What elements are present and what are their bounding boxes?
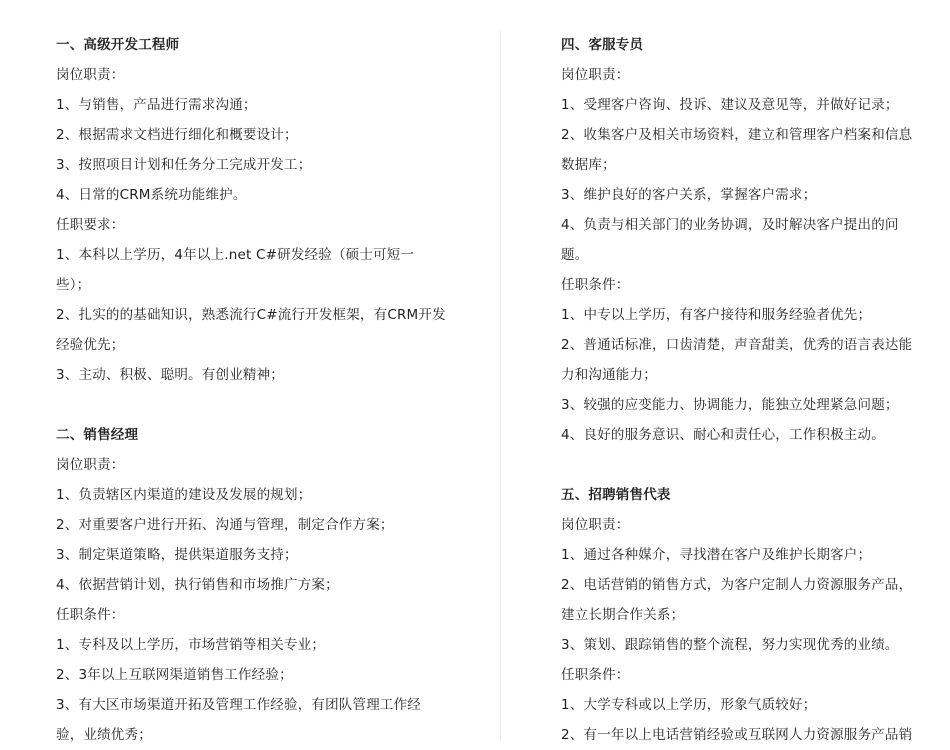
section-line: 4、日常的CRM系统功能维护。 bbox=[56, 187, 247, 203]
section-line: 1、中专以上学历，有客户接待和服务经验者优先； bbox=[561, 307, 872, 323]
section-title-customer-service: 四、客服专员 bbox=[561, 37, 644, 53]
section-line: 2、普通话标准，口齿清楚，声音甜美，优秀的语言表达能 bbox=[561, 337, 913, 353]
section-line: 任职条件： bbox=[561, 277, 630, 293]
section-line: 1、专科及以上学历，市场营销等相关专业； bbox=[56, 637, 326, 653]
section-line: 3、制定渠道策略，提供渠道服务支持； bbox=[56, 547, 298, 563]
section-line: 岗位职责： bbox=[561, 517, 630, 533]
section-line: 1、通过各种媒介，寻找潜在客户及维护长期客户； bbox=[561, 547, 872, 563]
section-line: 4、良好的服务意识、耐心和责任心，工作积极主动。 bbox=[561, 427, 885, 443]
section-line: 1、与销售，产品进行需求沟通； bbox=[56, 97, 257, 113]
section-spacer bbox=[56, 390, 456, 420]
section-line: 任职要求： bbox=[56, 217, 125, 233]
section-line: 岗位职责： bbox=[56, 67, 125, 83]
section-line: 1、受理客户咨询、投诉、建议及意见等，并做好记录； bbox=[561, 97, 899, 113]
section-title-sales-manager: 二、销售经理 bbox=[56, 427, 139, 443]
right-column bbox=[561, 30, 923, 750]
section-line: 任职条件： bbox=[56, 607, 125, 623]
section-line: 3、策划、跟踪销售的整个流程，努力实现优秀的业绩。 bbox=[561, 637, 899, 653]
section-line: 3、有大区市场渠道开拓及管理工作经验，有团队管理工作经 bbox=[56, 697, 421, 713]
section-line: 验，业绩优秀； bbox=[56, 727, 152, 743]
section-line: 数据库； bbox=[561, 157, 616, 173]
section-line: 经验优先； bbox=[56, 337, 125, 353]
section-title-senior-developer: 一、高级开发工程师 bbox=[56, 37, 180, 53]
section-line: 建立长期合作关系； bbox=[561, 607, 685, 623]
section-line: 3、按照项目计划和任务分工完成开发工； bbox=[56, 157, 312, 173]
section-line: 4、依据营销计划，执行销售和市场推广方案； bbox=[56, 577, 339, 593]
section-line: 任职条件： bbox=[561, 667, 630, 683]
section-line: 3、主动、积极、聪明。有创业精神； bbox=[56, 367, 284, 383]
section-line: 4、负责与相关部门的业务协调，及时解决客户提出的问 bbox=[561, 217, 899, 233]
section-line: 些）； bbox=[56, 277, 91, 293]
section-line: 岗位职责： bbox=[56, 457, 125, 473]
section-line: 力和沟通能力； bbox=[561, 367, 657, 383]
section-spacer bbox=[561, 450, 923, 480]
column-divider bbox=[500, 30, 501, 740]
section-line: 2、有一年以上电话营销经验或互联网人力资源服务产品销 bbox=[561, 727, 913, 743]
section-line: 2、收集客户及相关市场资料，建立和管理客户档案和信息 bbox=[561, 127, 913, 143]
section-line: 3、维护良好的客户关系，掌握客户需求； bbox=[561, 187, 817, 203]
left-column bbox=[56, 30, 456, 750]
section-line: 1、本科以上学历，4年以上.net C#研发经验（硕士可短一 bbox=[56, 247, 415, 263]
section-line: 岗位职责： bbox=[561, 67, 630, 83]
section-line: 2、电话营销的销售方式，为客户定制人力资源服务产品， bbox=[561, 577, 913, 593]
section-line: 3、较强的应变能力、协调能力，能独立处理紧急问题； bbox=[561, 397, 899, 413]
section-line: 2、3年以上互联网渠道销售工作经验； bbox=[56, 667, 293, 683]
section-line: 1、大学专科或以上学历，形象气质较好； bbox=[561, 697, 817, 713]
section-line: 1、负责辖区内渠道的建设及发展的规划； bbox=[56, 487, 312, 503]
section-line: 2、扎实的的基础知识，熟悉流行C#流行开发框架，有CRM开发 bbox=[56, 307, 446, 323]
section-line: 2、对重要客户进行开拓、沟通与管理，制定合作方案； bbox=[56, 517, 394, 533]
section-line: 题。 bbox=[561, 247, 589, 263]
section-line: 2、根据需求文档进行细化和概要设计； bbox=[56, 127, 298, 143]
section-title-sales-representative: 五、招聘销售代表 bbox=[561, 487, 671, 503]
